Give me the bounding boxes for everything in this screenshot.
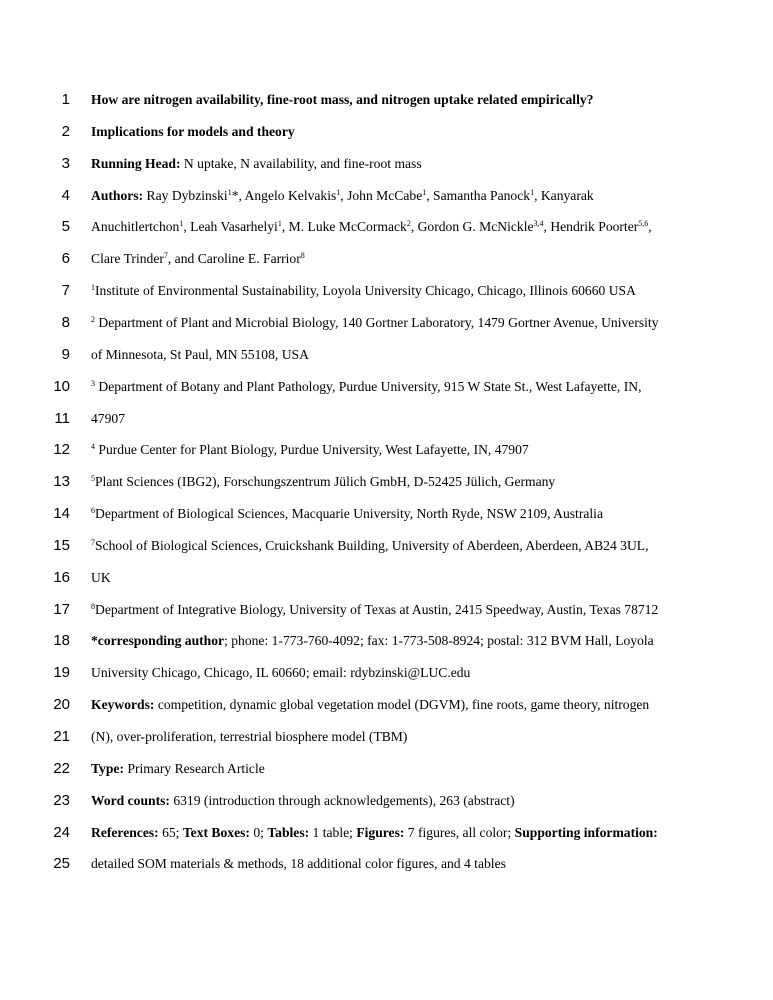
line-text: [91, 536, 648, 556]
line-number: 18: [53, 632, 70, 650]
line-number: 10: [53, 377, 70, 395]
text-run: 0;: [249, 824, 268, 840]
bold-label: Word counts:: [91, 792, 170, 808]
line-number: 24: [53, 823, 70, 841]
manuscript-line: [0, 568, 773, 588]
line-number: 21: [53, 728, 70, 745]
bold-label: Running Head:: [91, 155, 181, 171]
line-number: 4: [61, 186, 70, 204]
line-number: 11: [54, 409, 70, 427]
text-run: , Samantha Panock: [426, 187, 531, 203]
text-run: ,: [648, 219, 652, 235]
text-run: , Hendrik Poorter: [543, 219, 639, 235]
bold-label: *corresponding author: [91, 633, 225, 649]
affiliation-superscript: 8: [300, 251, 305, 261]
manuscript-line: [0, 472, 773, 492]
manuscript-line: [0, 536, 773, 556]
line-number: 12: [53, 441, 70, 459]
line-number: 17: [53, 600, 70, 618]
line-number: 8: [61, 313, 70, 331]
bold-label: Figures:: [356, 824, 405, 840]
manuscript-line: [0, 281, 773, 301]
line-number: 23: [53, 791, 70, 809]
manuscript-line: [0, 504, 773, 524]
text-run: Department of Botany and Plant Pathology, Purdue University, 915 W State St., West Lafayette, IN,: [95, 378, 642, 394]
manuscript-line: [0, 154, 773, 174]
line-number: 3: [61, 154, 70, 172]
manuscript-line: [0, 409, 773, 429]
line-number: 14: [53, 505, 70, 523]
line-text: [91, 759, 265, 779]
line-text: [91, 409, 125, 429]
text-run: Department of Integrative Biology, University of Texas at Austin, 2415 Speedway, Austin, Texas 78712: [95, 601, 659, 617]
affiliation-superscript: 7: [91, 537, 95, 547]
manuscript-line: [0, 631, 773, 651]
affiliation-superscript: 2: [406, 219, 411, 229]
affiliation-superscript: 4: [91, 442, 95, 452]
manuscript-line: [0, 695, 773, 715]
text-run: , and Caroline E. Farrior: [167, 251, 301, 267]
line-text: [91, 854, 506, 874]
affiliation-superscript: 1: [179, 219, 184, 229]
line-text: [91, 695, 649, 715]
text-run: detailed SOM materials & methods, 18 additional color figures, and 4 tables: [91, 856, 506, 872]
text-run: N uptake, N availability, and fine-root mass: [180, 155, 422, 171]
line-number: 6: [61, 250, 70, 268]
text-run: UK: [91, 569, 111, 585]
line-number: 5: [61, 218, 70, 236]
manuscript-line: [0, 249, 773, 269]
line-text: [91, 122, 295, 142]
line-text: [91, 472, 555, 492]
line-text: [91, 249, 305, 269]
affiliation-superscript: 1: [530, 187, 535, 197]
text-run: Institute of Environmental Sustainability, Loyola University Chicago, Chicago, Illinois 60660 USA: [95, 283, 636, 299]
manuscript-line: [0, 727, 773, 747]
text-run: , M. Luke McCormack: [281, 219, 407, 235]
affiliation-superscript: 3: [91, 378, 95, 388]
manuscript-line: [0, 823, 773, 843]
text-run: ; phone: 1-773-760-4092; fax: 1-773-508-8924; postal: 312 BVM Hall, Loyola: [224, 633, 654, 649]
line-number: 1: [61, 91, 70, 108]
line-number: 9: [61, 345, 70, 363]
manuscript-line: [0, 377, 773, 397]
text-run: of Minnesota, St Paul, MN 55108, USA: [91, 346, 309, 362]
bold-label: Authors:: [91, 187, 144, 203]
affiliation-superscript: 1: [336, 187, 341, 197]
line-text: [91, 504, 603, 524]
affiliation-superscript: 1: [91, 283, 95, 293]
line-text: [91, 313, 659, 333]
text-run: 47907: [91, 410, 125, 426]
text-run: Clare Trinder: [91, 251, 164, 267]
text-run: 6319 (introduction through acknowledgements), 263 (abstract): [169, 792, 515, 808]
bold-label: Keywords:: [91, 697, 155, 713]
affiliation-superscript: 1: [277, 219, 282, 229]
bold-label: Implications for models and theory: [91, 123, 295, 139]
bold-label: Type:: [91, 760, 124, 776]
text-run: Department of Plant and Microbial Biology, 140 Gortner Laboratory, 1479 Gortner Avenue, University: [95, 314, 659, 330]
text-run: *, Angelo Kelvakis: [231, 187, 337, 203]
text-run: (N), over-proliferation, terrestrial biosphere model (TBM): [91, 729, 408, 744]
text-run: Primary Research Article: [123, 760, 265, 776]
affiliation-superscript: 3,4: [533, 219, 544, 229]
text-run: Purdue Center for Plant Biology, Purdue University, West Lafayette, IN, 47907: [95, 442, 529, 458]
text-run: , John McCabe: [340, 187, 423, 203]
text-run: 7 figures, all color;: [404, 824, 515, 840]
text-run: University Chicago, Chicago, IL 60660; email: rdybzinski@LUC.edu: [91, 665, 471, 681]
bold-label: References:: [91, 824, 159, 840]
text-run: Plant Sciences (IBG2), Forschungszentrum Jülich GmbH, D-52425 Jülich, Germany: [95, 474, 556, 490]
manuscript-line: [0, 313, 773, 333]
text-run: Department of Biological Sciences, Macquarie University, North Ryde, NSW 2109, Australia: [95, 506, 603, 522]
line-text: [91, 568, 111, 588]
line-text: [91, 727, 407, 747]
text-run: Anuchitlertchon: [91, 219, 180, 235]
line-text: [91, 186, 594, 206]
bold-label: How are nitrogen availability, fine-root mass, and nitrogen uptake related empirically?: [91, 92, 594, 107]
text-run: competition, dynamic global vegetation model (DGVM), fine roots, game theory, nitrogen: [154, 697, 650, 713]
line-number: 2: [61, 122, 70, 140]
affiliation-superscript: 2: [91, 314, 95, 324]
affiliation-superscript: 5: [91, 474, 95, 484]
text-run: 1 table;: [309, 824, 357, 840]
bold-label: Supporting information:: [514, 824, 658, 840]
bold-label: Tables:: [267, 824, 310, 840]
line-text: [91, 440, 529, 460]
line-number: 22: [53, 759, 70, 777]
line-text: [91, 631, 654, 651]
manuscript-line: [0, 854, 773, 874]
line-number: 20: [53, 696, 70, 714]
affiliation-superscript: 7: [163, 251, 168, 261]
text-run: , Gordon G. McNickle: [410, 219, 534, 235]
line-text: [91, 281, 636, 301]
text-run: , Leah Vasarhelyi: [183, 219, 278, 235]
text-run: , Kanyarak: [534, 187, 594, 203]
affiliation-superscript: 6: [91, 506, 95, 516]
line-text: [91, 345, 309, 365]
text-run: Ray Dybzinski: [143, 187, 228, 203]
line-text: [91, 154, 422, 174]
bold-label: Text Boxes:: [182, 824, 250, 840]
affiliation-superscript: 1: [227, 187, 232, 197]
line-number: 15: [53, 536, 70, 554]
line-number: 7: [61, 282, 70, 300]
line-text: [91, 600, 658, 620]
line-text: [91, 791, 515, 811]
line-text: [91, 217, 652, 237]
line-number: 25: [53, 855, 70, 873]
affiliation-superscript: 5,6: [638, 219, 649, 229]
manuscript-line: [0, 440, 773, 460]
line-text: [91, 377, 641, 397]
text-run: 65;: [158, 824, 183, 840]
line-number: 13: [53, 473, 70, 491]
manuscript-line: [0, 217, 773, 237]
text-run: School of Biological Sciences, Cruickshank Building, University of Aberdeen, Aberdeen, AB24 3UL,: [95, 537, 649, 553]
line-text: [91, 663, 470, 683]
manuscript-line: [0, 600, 773, 620]
manuscript-line: [0, 345, 773, 365]
affiliation-superscript: 1: [422, 187, 427, 197]
manuscript-line: [0, 663, 773, 683]
line-text: [91, 90, 593, 110]
manuscript-line: [0, 759, 773, 779]
affiliation-superscript: 8: [91, 601, 95, 611]
line-text: [91, 823, 658, 843]
manuscript-line: [0, 791, 773, 811]
manuscript-line: [0, 90, 773, 110]
line-number: 19: [53, 664, 70, 682]
line-number: 16: [53, 568, 70, 586]
manuscript-line: [0, 122, 773, 142]
manuscript-line: [0, 186, 773, 206]
